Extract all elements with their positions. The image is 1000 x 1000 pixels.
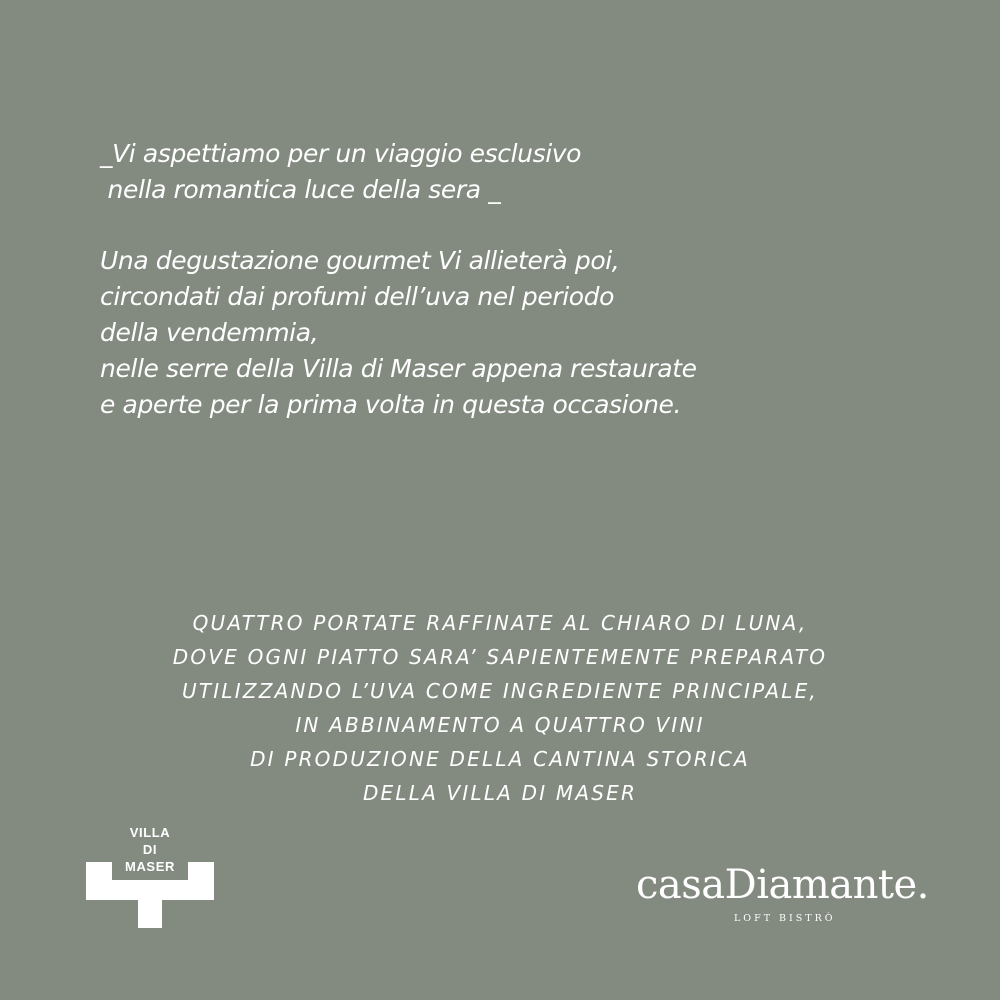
- villa-logo-line: VILLA: [129, 825, 171, 840]
- intro-line: nella romantica luce della sera _: [100, 175, 501, 204]
- villa-logo-text: [86, 824, 214, 875]
- menu-line: UTILIZZANDO L’UVA COME INGREDIENTE PRINCIPALE,: [182, 679, 818, 703]
- intro-line: circondati dai profumi dell’uva nel periodo: [100, 282, 615, 311]
- menu-line: DELLA VILLA DI MASER: [362, 781, 638, 805]
- casa-diamante-subtitle: LOFT BISTRÒ: [734, 913, 836, 924]
- intro-line: Una degustazione gourmet Vi allieterà poi,: [100, 246, 620, 275]
- intro-line: e aperte per la prima volta in questa occasione.: [100, 390, 682, 419]
- villa-di-maser-logo: [86, 824, 214, 930]
- villa-logo-line: MASER: [125, 859, 175, 874]
- intro-line: _Vi aspettiamo per un viaggio esclusivo: [100, 139, 582, 168]
- menu-line: IN ABBINAMENTO A QUATTRO VINI: [295, 713, 705, 737]
- intro-line: della vendemmia,: [100, 318, 319, 347]
- casa-diamante-logo: [630, 862, 950, 932]
- intro-text: [100, 136, 860, 423]
- menu-line: DI PRODUZIONE DELLA CANTINA STORICA: [250, 747, 750, 771]
- villa-logo-line: DI: [142, 842, 158, 857]
- casa-diamante-name: casaDiamante.: [636, 862, 929, 908]
- menu-line: QUATTRO PORTATE RAFFINATE AL CHIARO DI LUNA,: [192, 611, 808, 635]
- intro-spacer: [100, 208, 860, 243]
- intro-line: nelle serre della Villa di Maser appena restaurate: [100, 354, 697, 383]
- menu-line: DOVE OGNI PIATTO SARA’ SAPIENTEMENTE PREPARATO: [172, 645, 828, 669]
- menu-description: [0, 606, 1000, 810]
